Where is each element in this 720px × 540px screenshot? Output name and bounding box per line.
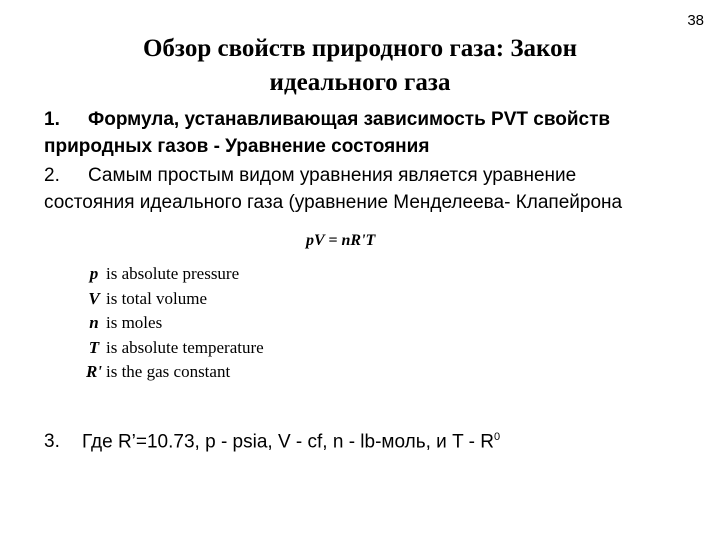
title-line-2: идеального газа bbox=[269, 69, 451, 96]
list-number: 1. bbox=[44, 109, 60, 130]
list-item-2-line-1: Самым простым видом уравнения является уравнение bbox=[88, 165, 577, 186]
list-item-1-line-1: Формула, устанавливающая зависимость PVT свойств bbox=[88, 109, 611, 130]
list-item-2 bbox=[44, 162, 704, 216]
definition-text: is absolute temperature bbox=[106, 337, 264, 357]
definition-row bbox=[82, 311, 264, 336]
definition-symbol: n bbox=[89, 313, 99, 332]
definition-symbol: T bbox=[88, 337, 100, 357]
variable-definitions bbox=[82, 262, 264, 385]
list-number: 2. bbox=[44, 165, 60, 186]
list-item-1 bbox=[44, 106, 704, 160]
definition-text: is the gas constant bbox=[106, 362, 231, 381]
definition-row bbox=[82, 287, 264, 312]
definition-text: is absolute pressure bbox=[106, 264, 240, 283]
degree-superscript: 0 bbox=[493, 431, 501, 443]
ideal-gas-formula: pV = nR'T bbox=[306, 232, 376, 249]
definition-row bbox=[82, 360, 264, 385]
list-item-1-line-2: природных газов - Уравнение состояния bbox=[44, 136, 430, 157]
definition-row bbox=[82, 262, 264, 287]
definition-symbol: R' bbox=[85, 362, 103, 381]
title-line-1: Обзор свойств природного газа: Закон bbox=[142, 35, 578, 62]
units-note: Где R’=10.73, p - psia, V - cf, n - lb-моль, и T - R bbox=[82, 431, 494, 453]
list-item-2-line-2: состояния идеального газа (уравнение Менделеева- Клапейрона bbox=[44, 192, 623, 213]
definition-symbol: V bbox=[88, 288, 100, 308]
definition-text: is moles bbox=[106, 313, 163, 332]
definition-row bbox=[82, 336, 264, 361]
list-item-3 bbox=[44, 424, 500, 455]
page-number: 38 bbox=[687, 12, 704, 29]
slide-title bbox=[60, 32, 660, 100]
definition-text: is total volume bbox=[106, 288, 208, 308]
list-number: 3. bbox=[44, 431, 60, 453]
definition-symbol: p bbox=[89, 264, 99, 283]
